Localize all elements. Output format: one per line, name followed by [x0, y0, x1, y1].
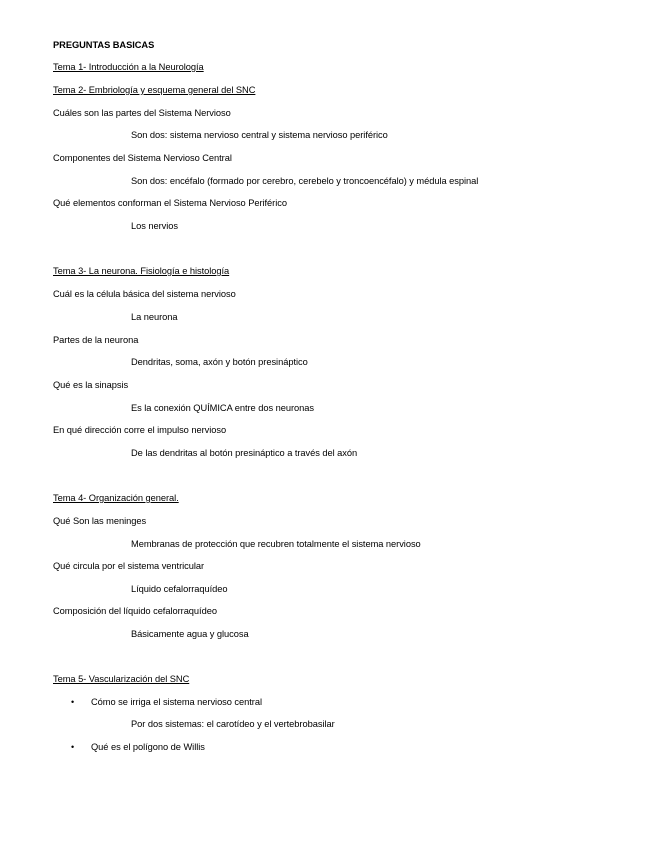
question: Qué Son las meninges: [53, 516, 147, 526]
tema5-title: Tema 5- Vascularización del SNC: [53, 674, 190, 684]
answer: La neurona: [131, 312, 178, 322]
question: Partes de la neurona: [53, 335, 139, 345]
question: Qué circula por el sistema ventricular: [53, 561, 205, 571]
answer: Líquido cefalorraquídeo: [131, 584, 228, 594]
answer: De las dendritas al botón presináptico a través del axón: [131, 448, 358, 458]
answer: Es la conexión QUÍMICA entre dos neuronas: [131, 403, 314, 413]
question: Composición del líquido cefalorraquídeo: [53, 606, 217, 616]
tema3-title: Tema 3- La neurona. Fisiología e histología: [53, 266, 230, 276]
question: En qué dirección corre el impulso nervioso: [53, 425, 227, 435]
question: Qué es el polígono de Willis: [91, 742, 205, 752]
tema1-title: Tema 1- Introducción a la Neurología: [53, 62, 204, 72]
bullet-icon: •: [71, 742, 75, 752]
question: Qué es la sinapsis: [53, 380, 129, 390]
answer: Son dos: encéfalo (formado por cerebro, cerebelo y troncoencéfalo) y médula espinal: [131, 176, 479, 186]
bullet-icon: •: [71, 697, 75, 707]
question: Cuál es la célula básica del sistema nervioso: [53, 289, 236, 299]
tema4-title: Tema 4- Organización general.: [53, 493, 179, 503]
answer: Son dos: sistema nervioso central y sistema nervioso periférico: [131, 130, 388, 140]
answer: Los nervios: [131, 221, 178, 231]
tema2-title: Tema 2- Embriología y esquema general del SNC: [53, 85, 256, 95]
question: Componentes del Sistema Nervioso Central: [53, 153, 232, 163]
question: Cuáles son las partes del Sistema Nervioso: [53, 108, 231, 118]
question: Qué elementos conforman el Sistema Nervioso Periférico: [53, 198, 287, 208]
document-heading: PREGUNTAS BASICAS: [53, 40, 155, 50]
answer: Dendritas, soma, axón y botón presináptico: [131, 357, 308, 367]
answer: Membranas de protección que recubren totalmente el sistema nervioso: [131, 539, 421, 549]
question: Cómo se irriga el sistema nervioso central: [91, 697, 262, 707]
answer: Básicamente agua y glucosa: [131, 629, 249, 639]
answer: Por dos sistemas: el carotídeo y el vertebrobasilar: [131, 719, 335, 729]
